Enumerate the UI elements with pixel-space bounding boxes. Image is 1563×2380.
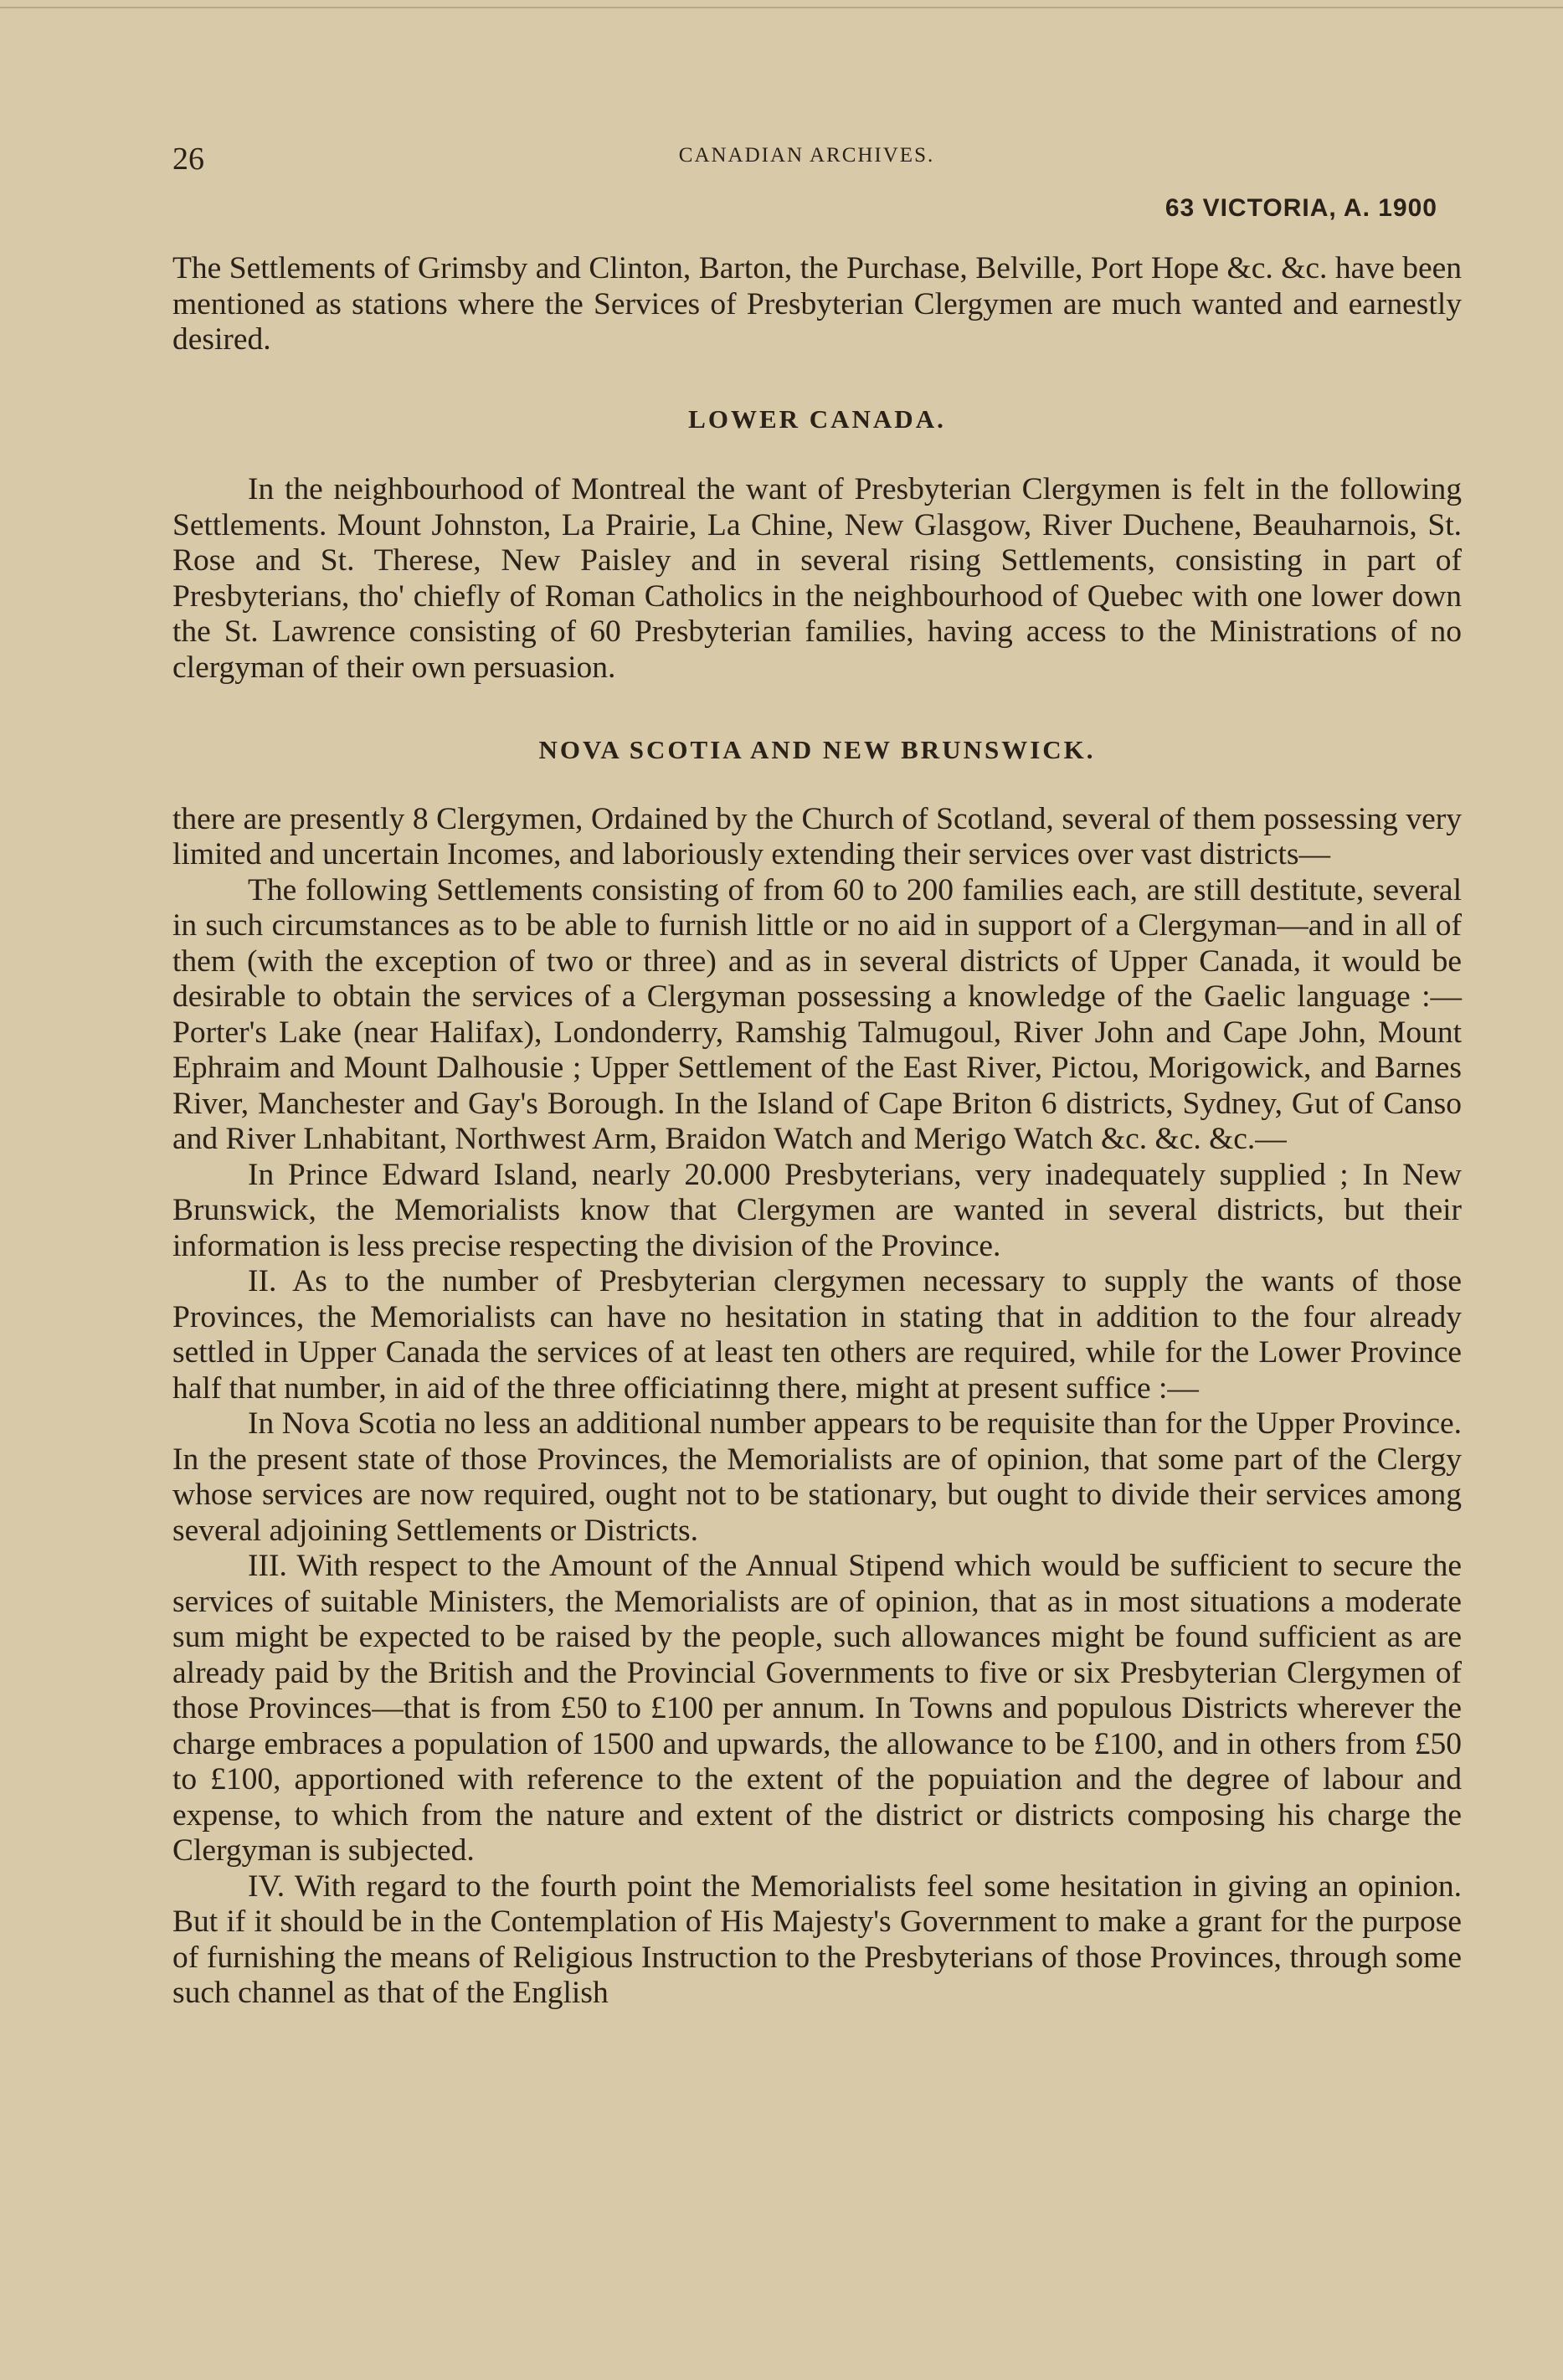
page-number: 26 xyxy=(172,141,204,177)
section-ii-paragraph: II. As to the number of Presbyterian clergymen necessary to supply the wants of those Provinces, the Memorialists can have no hesitation in stating that in addition to the four already settled in Upper Canada the services of at least ten others are required, while for the Lower Province half that number, in aid of the three officiatinng there, might at present suffice :— xyxy=(172,1264,1462,1406)
prince-edward-island-paragraph: In Prince Edward Island, nearly 20.000 Presbyterians, very inadequately supplied ; In New Brunswick, the Memorialists know that Clergymen are wanted in several districts, but their information is less precise respecting the division of the Province. xyxy=(172,1157,1462,1263)
text-column xyxy=(172,251,1462,2012)
settlements-paragraph: The following Settlements consisting of from 60 to 200 families each, are still destitute, several in such circumstances as to be able to furnish little or no aid in support of a Clergyman—and in all of them (with the exception of two or three) and as in several districts of Upper Canada, it would be desirable to obtain the services of a Clergyman possessing a knowledge of the Gaelic language :—Porter's Lake (near Halifax), Londonderry, Ramshig Talmugoul, River John and Cape John, Mount Ephraim and Mount Dalhousie ; Upper Settlement of the East River, Pictou, Morigowick, and Barnes River, Manchester and Gay's Borough. In the Island of Cape Briton 6 districts, Sydney, Gut of Canso and River Lnhabitant, Northwest Arm, Braidon Watch and Merigo Watch &c. &c. &c.— xyxy=(172,872,1462,1156)
upper-canada-paragraph: The Settlements of Grimsby and Clinton, Barton, the Purchase, Belville, Port Hope &c. &c. have been mentioned as stations where the Services of Presbyterian Clergymen are much wanted and earnestly desired. xyxy=(172,251,1462,357)
lower-canada-paragraph: In the neighbourhood of Montreal the want of Presbyterian Clergymen is felt in the following Settlements. Mount Johnston, La Prairie, La Chine, New Glasgow, River Duchene, Beauharnois, St. Rose and St. Therese, New Paisley and in several rising Settlements, consisting in part of Presbyterians, tho' chiefly of Roman Catholics in the neighbourhood of Quebec with one lower down the St. Lawrence consisting of 60 Presbyterian families, having access to the Ministrations of no clergyman of their own persuasion. xyxy=(172,472,1462,685)
session-label: 63 VICTORIA, A. 1900 xyxy=(1165,194,1437,222)
top-edge-rule xyxy=(0,7,1563,8)
section-iv-paragraph: IV. With regard to the fourth point the Memorialists feel some hesitation in giving an opinion. But if it should be in the Contemplation of His Majesty's Government to make a grant for the purpose of furnishing the means of Religious Instruction to the Presbyterians of those Provinces, through some such channel as that of the English xyxy=(172,1869,1462,2010)
running-head: CANADIAN ARCHIVES. xyxy=(678,144,935,167)
section-iii-paragraph: III. With respect to the Amount of the Annual Stipend which would be sufficient to secure the services of suitable Ministers, the Memorialists are of opinion, that as in most situations a moderate sum might be expected to be raised by the people, such allowances might be found sufficient as are already paid by the British and the Provincial Governments to five or six Presbyterian Clergymen of those Provinces—that is from £50 to £100 per annum. In Towns and populous Districts wherever the charge embraces a population of 1500 and upwards, the allowance to be £100, and in others from £50 to £100, apportioned with reference to the extent of the popuiation and the degree of labour and expense, to which from the nature and extent of the district or districts composing his charge the Clergyman is subjected. xyxy=(172,1549,1462,1868)
nova-scotia-heading: NOVA SCOTIA AND NEW BRUNSWICK. xyxy=(538,735,1096,764)
lower-canada-heading: LOWER CANADA. xyxy=(688,404,946,434)
nova-scotia-requirement-paragraph: In Nova Scotia no less an additional number appears to be requisite than for the Upper Province. In the present state of those Provinces, the Memorialists are of opinion, that some part of the Clergy whose services are now required, ought not to be stationary, but ought to divide their services among several adjoining Settlements or Districts. xyxy=(172,1406,1462,1548)
nova-scotia-intro-paragraph: there are presently 8 Clergymen, Ordained by the Church of Scotland, several of them possessing very limited and uncertain Incomes, and laboriously extending their services over vast districts— xyxy=(172,801,1462,871)
